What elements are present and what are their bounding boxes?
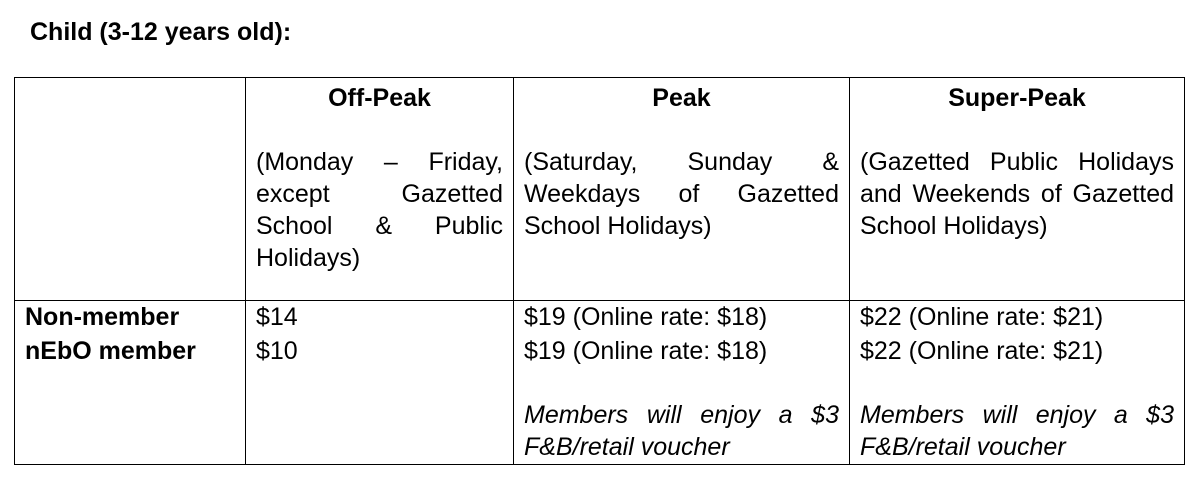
price-member-super-peak: $22 (Online rate: $21) <box>860 336 1104 365</box>
empty-corner-cell <box>15 78 246 301</box>
price-cell <box>514 335 850 465</box>
price-non-member-peak: $19 (Online rate: $18) <box>524 303 768 331</box>
column-title-peak: Peak <box>652 84 711 112</box>
pricing-table <box>14 77 1185 465</box>
price-member-off-peak: $10 <box>256 336 298 365</box>
row-label-cell <box>15 335 246 465</box>
member-perk-note-peak: Members will enjoy a $3 F&B/retail voucher <box>524 400 839 461</box>
column-description-peak: (Saturday, Sunday & Weekdays of Gazetted School Holidays) <box>524 148 839 240</box>
price-member-peak: $19 (Online rate: $18) <box>524 336 768 365</box>
price-cell <box>850 335 1185 465</box>
table-row-nebo-member <box>15 335 1185 465</box>
table-header-row <box>15 78 1185 301</box>
column-title-off-peak: Off-Peak <box>328 84 431 112</box>
column-description-off-peak: (Monday – Friday, except Gazetted School & Public Holidays) <box>256 148 503 272</box>
section-heading: Child (3-12 years old): <box>30 18 292 46</box>
row-label-nebo-member: nEbO member <box>25 336 196 365</box>
column-peak <box>514 78 850 301</box>
column-description-super-peak: (Gazetted Public Holidays and Weekends of Gazetted School Holidays) <box>860 148 1174 240</box>
price-cell <box>246 335 514 465</box>
price-non-member-super-peak: $22 (Online rate: $21) <box>860 303 1104 331</box>
price-cell <box>850 301 1185 335</box>
row-label-cell <box>15 301 246 335</box>
table-row-non-member <box>15 301 1185 335</box>
column-title-super-peak: Super-Peak <box>948 84 1086 112</box>
price-non-member-off-peak: $14 <box>256 303 298 331</box>
price-cell <box>514 301 850 335</box>
column-super-peak <box>850 78 1185 301</box>
price-cell <box>246 301 514 335</box>
column-off-peak <box>246 78 514 301</box>
row-label-non-member: Non-member <box>25 303 180 331</box>
member-perk-note-super-peak: Members will enjoy a $3 F&B/retail voucher <box>860 400 1174 461</box>
